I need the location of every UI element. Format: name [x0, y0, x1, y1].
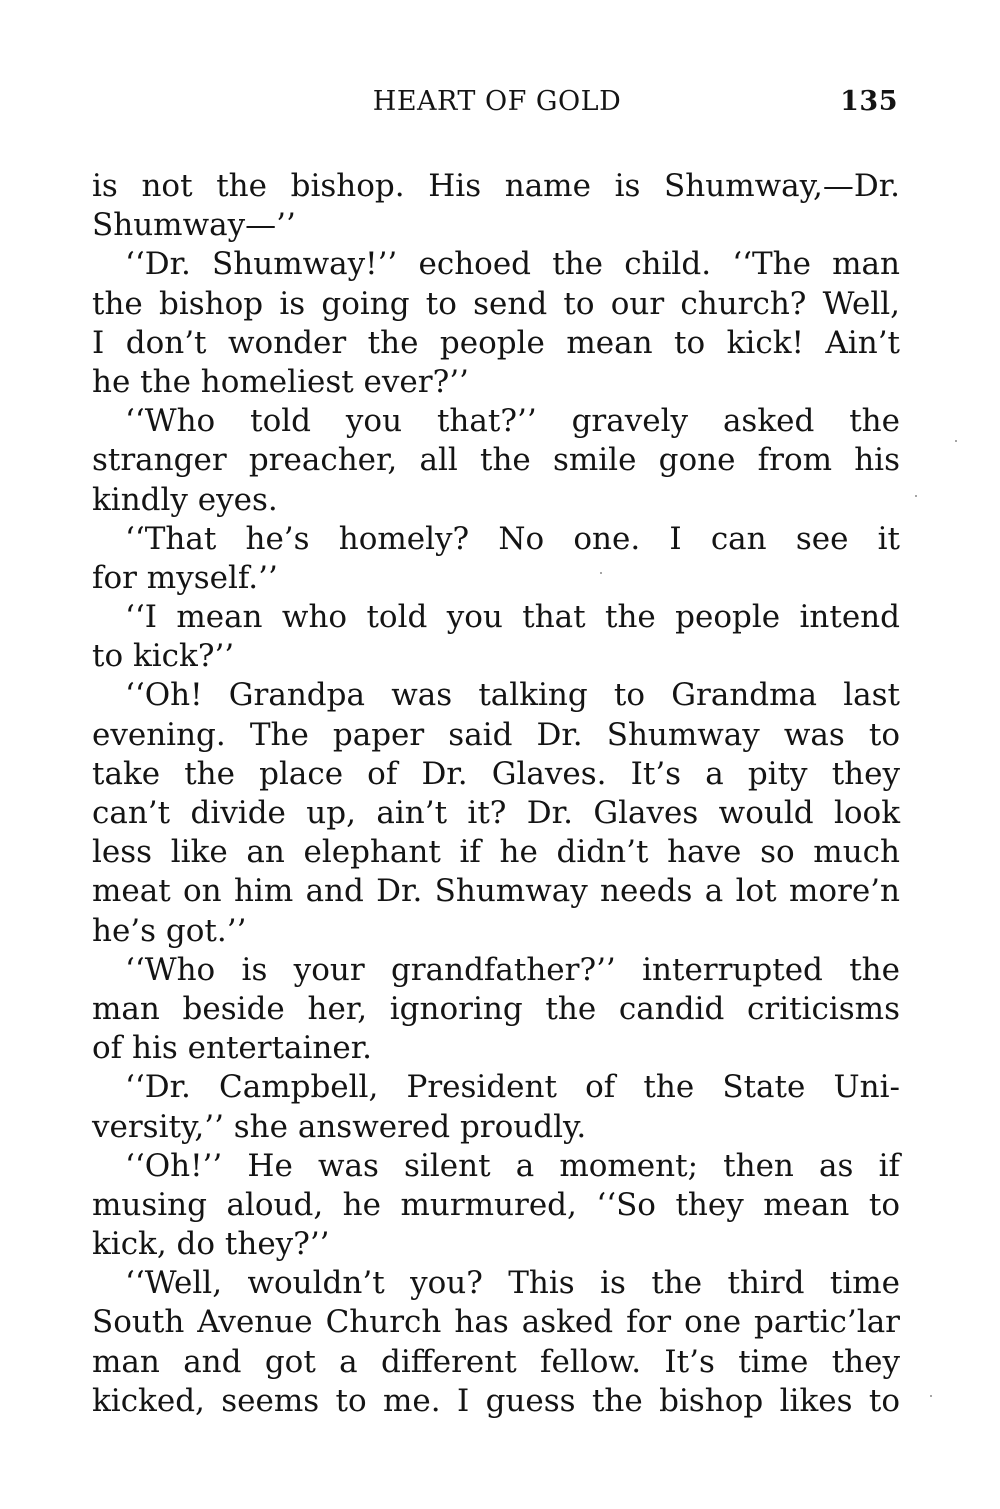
text-line: to kick?’’ — [92, 638, 235, 675]
text-line: musing aloud, he murmured, ‘‘So they mean to — [92, 1186, 900, 1223]
text-line: less like an elephant if he didn’t have so much — [92, 834, 900, 871]
running-head — [92, 86, 902, 126]
text-line: for myself.’’ — [92, 559, 278, 596]
text-line: kindly eyes. — [92, 481, 278, 518]
text-line: meat on him and Dr. Shumway needs a lot more’n — [92, 873, 900, 910]
scan-speck — [915, 495, 917, 497]
text-line: the bishop is going to send to our church? Well, — [92, 285, 900, 322]
text-line: Shumway—’’ — [92, 207, 296, 244]
text-line: ‘‘I mean who told you that the people intend — [125, 599, 900, 636]
text-line: I don’t wonder the people mean to kick! Ain’t — [92, 324, 900, 361]
text-line: versity,’’ she answered proudly. — [92, 1108, 587, 1145]
text-line: of his entertainer. — [92, 1030, 372, 1067]
text-line: ‘‘Who told you that?’’ gravely asked the — [125, 403, 900, 440]
text-line: ‘‘That he’s homely? No one. I can see it — [125, 520, 900, 557]
text-line: stranger preacher, all the smile gone from his — [92, 442, 900, 479]
scan-speck — [930, 1395, 932, 1397]
text-line: he’s got.’’ — [92, 912, 247, 949]
body-text — [92, 167, 900, 1421]
running-title: HEART OF GOLD — [372, 86, 622, 117]
text-line: kick, do they?’’ — [92, 1226, 330, 1263]
text-line: ‘‘Oh! Grandpa was talking to Grandma last — [125, 677, 900, 714]
text-line: kicked, seems to me. I guess the bishop likes to — [92, 1382, 900, 1419]
text-line: take the place of Dr. Glaves. It’s a pity they — [92, 755, 900, 792]
text-line: man and got a different fellow. It’s time they — [92, 1343, 900, 1380]
text-line: ‘‘Dr. Campbell, President of the State Uni- — [125, 1069, 900, 1106]
text-line: ‘‘Who is your grandfather?’’ interrupted the — [125, 951, 900, 988]
text-line: can’t divide up, ain’t it? Dr. Glaves would look — [92, 795, 900, 831]
scan-speck — [600, 572, 602, 574]
text-line: ‘‘Well, wouldn’t you? This is the third time — [125, 1265, 900, 1302]
text-line: South Avenue Church has asked for one partic’lar — [92, 1304, 900, 1341]
scan-speck — [955, 440, 957, 442]
text-line: evening. The paper said Dr. Shumway was to — [92, 716, 900, 753]
page-number: 135 — [840, 86, 898, 117]
text-line: ‘‘Oh!’’ He was silent a moment; then as if — [125, 1147, 900, 1184]
text-line: man beside her, ignoring the candid criticisms — [92, 990, 900, 1027]
text-line: is not the bishop. His name is Shumway,—Dr. — [92, 168, 900, 204]
text-line: ‘‘Dr. Shumway!’’ echoed the child. ‘‘The man — [125, 246, 900, 283]
text-line: he the homeliest ever?’’ — [92, 363, 469, 400]
